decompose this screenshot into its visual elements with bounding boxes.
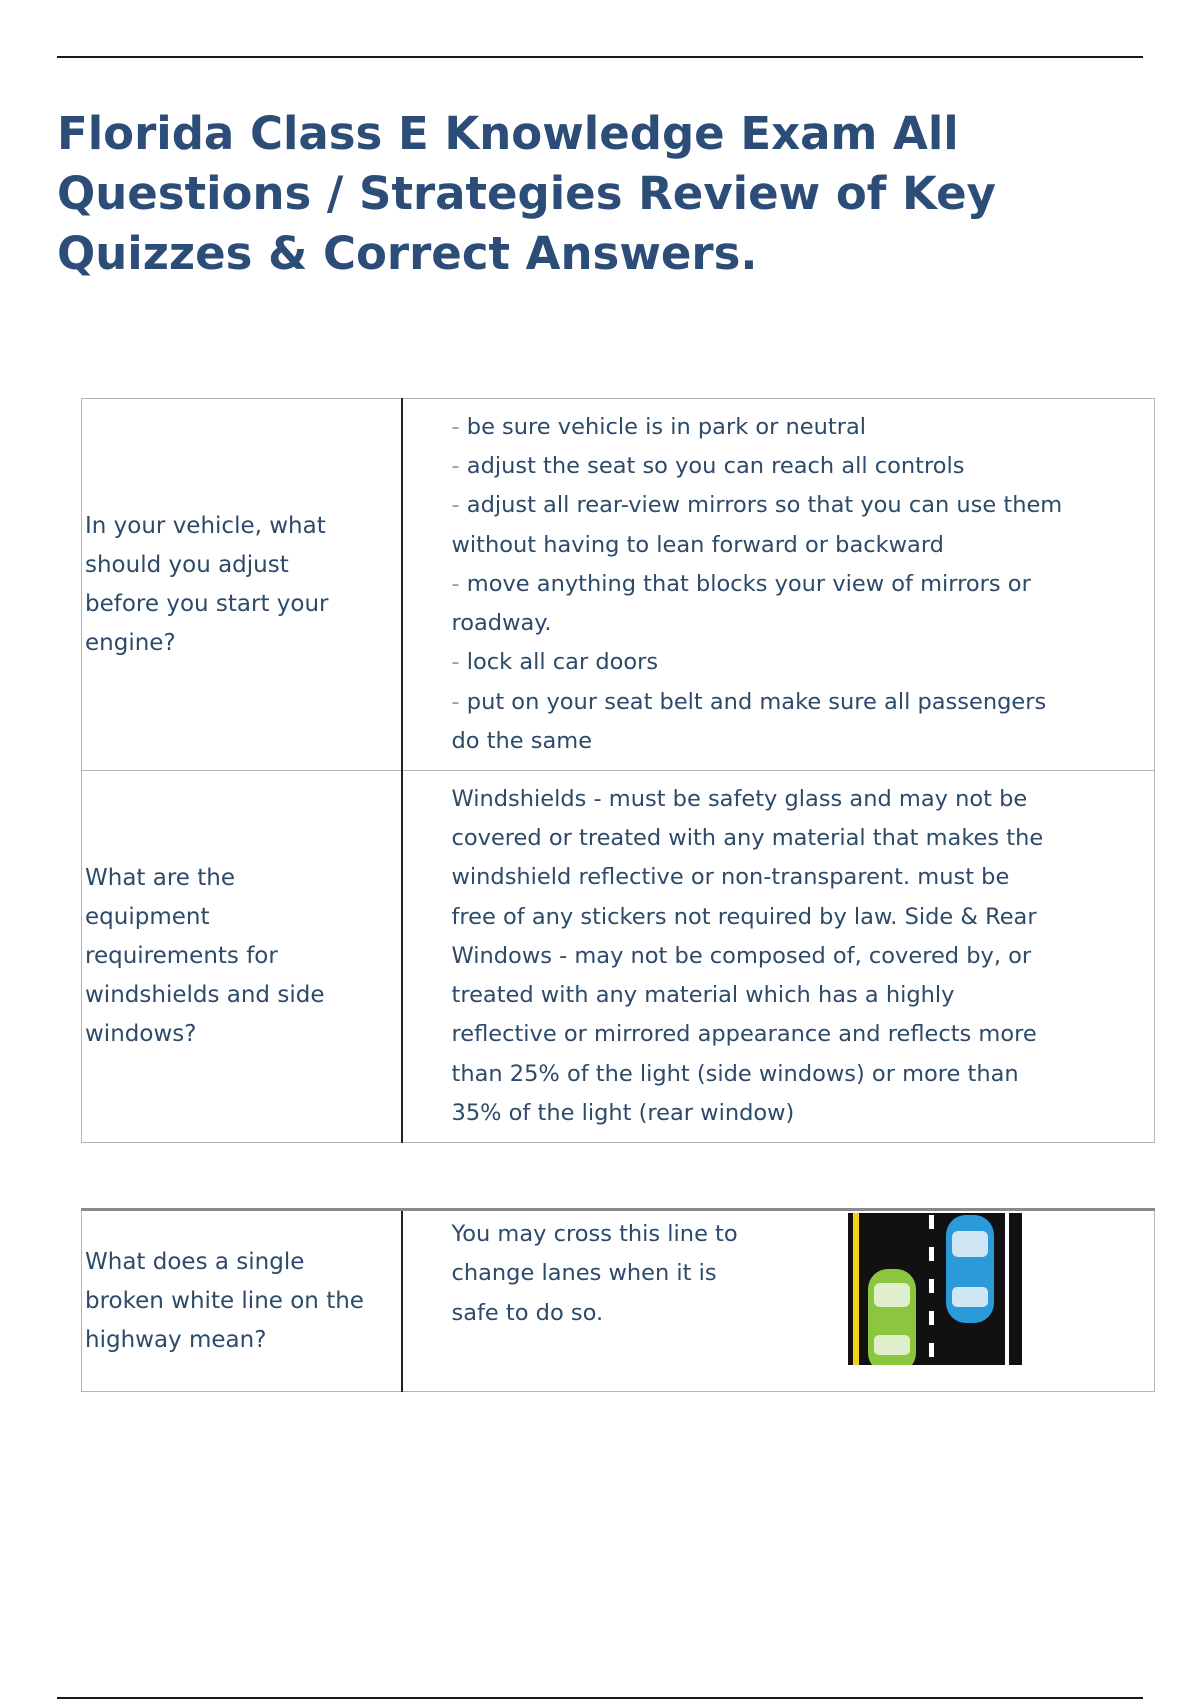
page-title: Florida Class E Knowledge Exam All Questions / Strategies Review of Key Quizzes & Correct Answers. (57, 107, 996, 280)
answer-line: - lock all car doors (451, 649, 659, 676)
qa-table-1 (81, 398, 1155, 771)
question-text: What does a single broken white line on the highway mean? (85, 1248, 364, 1353)
answer-line: - adjust all rear-view mirrors so that you can use them (451, 492, 1063, 519)
white-edge-line (1005, 1213, 1009, 1365)
blue-car-icon (946, 1215, 994, 1323)
answer-line: - be sure vehicle is in park or neutral (451, 413, 867, 440)
question-text: In your vehicle, what should you adjust before you start your engine? (85, 512, 329, 656)
qa-table-3 (81, 1208, 1155, 1392)
answer-text: You may cross this line to change lanes when it is safe to do so. (451, 1221, 738, 1326)
table-row (82, 1210, 1155, 1392)
answer-list (403, 408, 1155, 762)
footer-rule (57, 1697, 1143, 1699)
answer-line: without having to lean forward or backward (451, 531, 944, 558)
answer-cell (402, 771, 1155, 1143)
question-cell (82, 771, 402, 1143)
answer-line: - adjust the seat so you can reach all controls (451, 452, 965, 479)
table-row (82, 771, 1155, 1143)
answer-line: - put on your seat belt and make sure all passengers (451, 688, 1047, 715)
question-text: What are the equipment requirements for windshields and side windows? (85, 865, 325, 1047)
road-lane-illustration-icon (848, 1213, 1022, 1365)
answer-line: - move anything that blocks your view of mirrors or (451, 570, 1031, 597)
header-rule (57, 56, 1143, 58)
answer-text: Windshields - must be safety glass and may not be covered or treated with any material that makes the windshield reflective or non-transparent. must be free of any stickers not required by law. Side & Rear Windows - may not be composed of, covered by, or treated with any material which has a highly reflective or mirrored appearance and reflects more than 25% of the light (side windows) or more than 35% of the light (rear window) (451, 785, 1044, 1127)
yellow-edge-line (853, 1213, 859, 1365)
answer-line: do the same (451, 728, 593, 755)
green-car-icon (868, 1269, 916, 1365)
qa-table-2 (81, 770, 1155, 1143)
question-cell (82, 399, 402, 771)
answer-line: roadway. (451, 610, 552, 637)
answer-cell (402, 1210, 1155, 1392)
question-cell (82, 1210, 402, 1392)
answer-cell (402, 399, 1155, 771)
table-row (82, 399, 1155, 771)
